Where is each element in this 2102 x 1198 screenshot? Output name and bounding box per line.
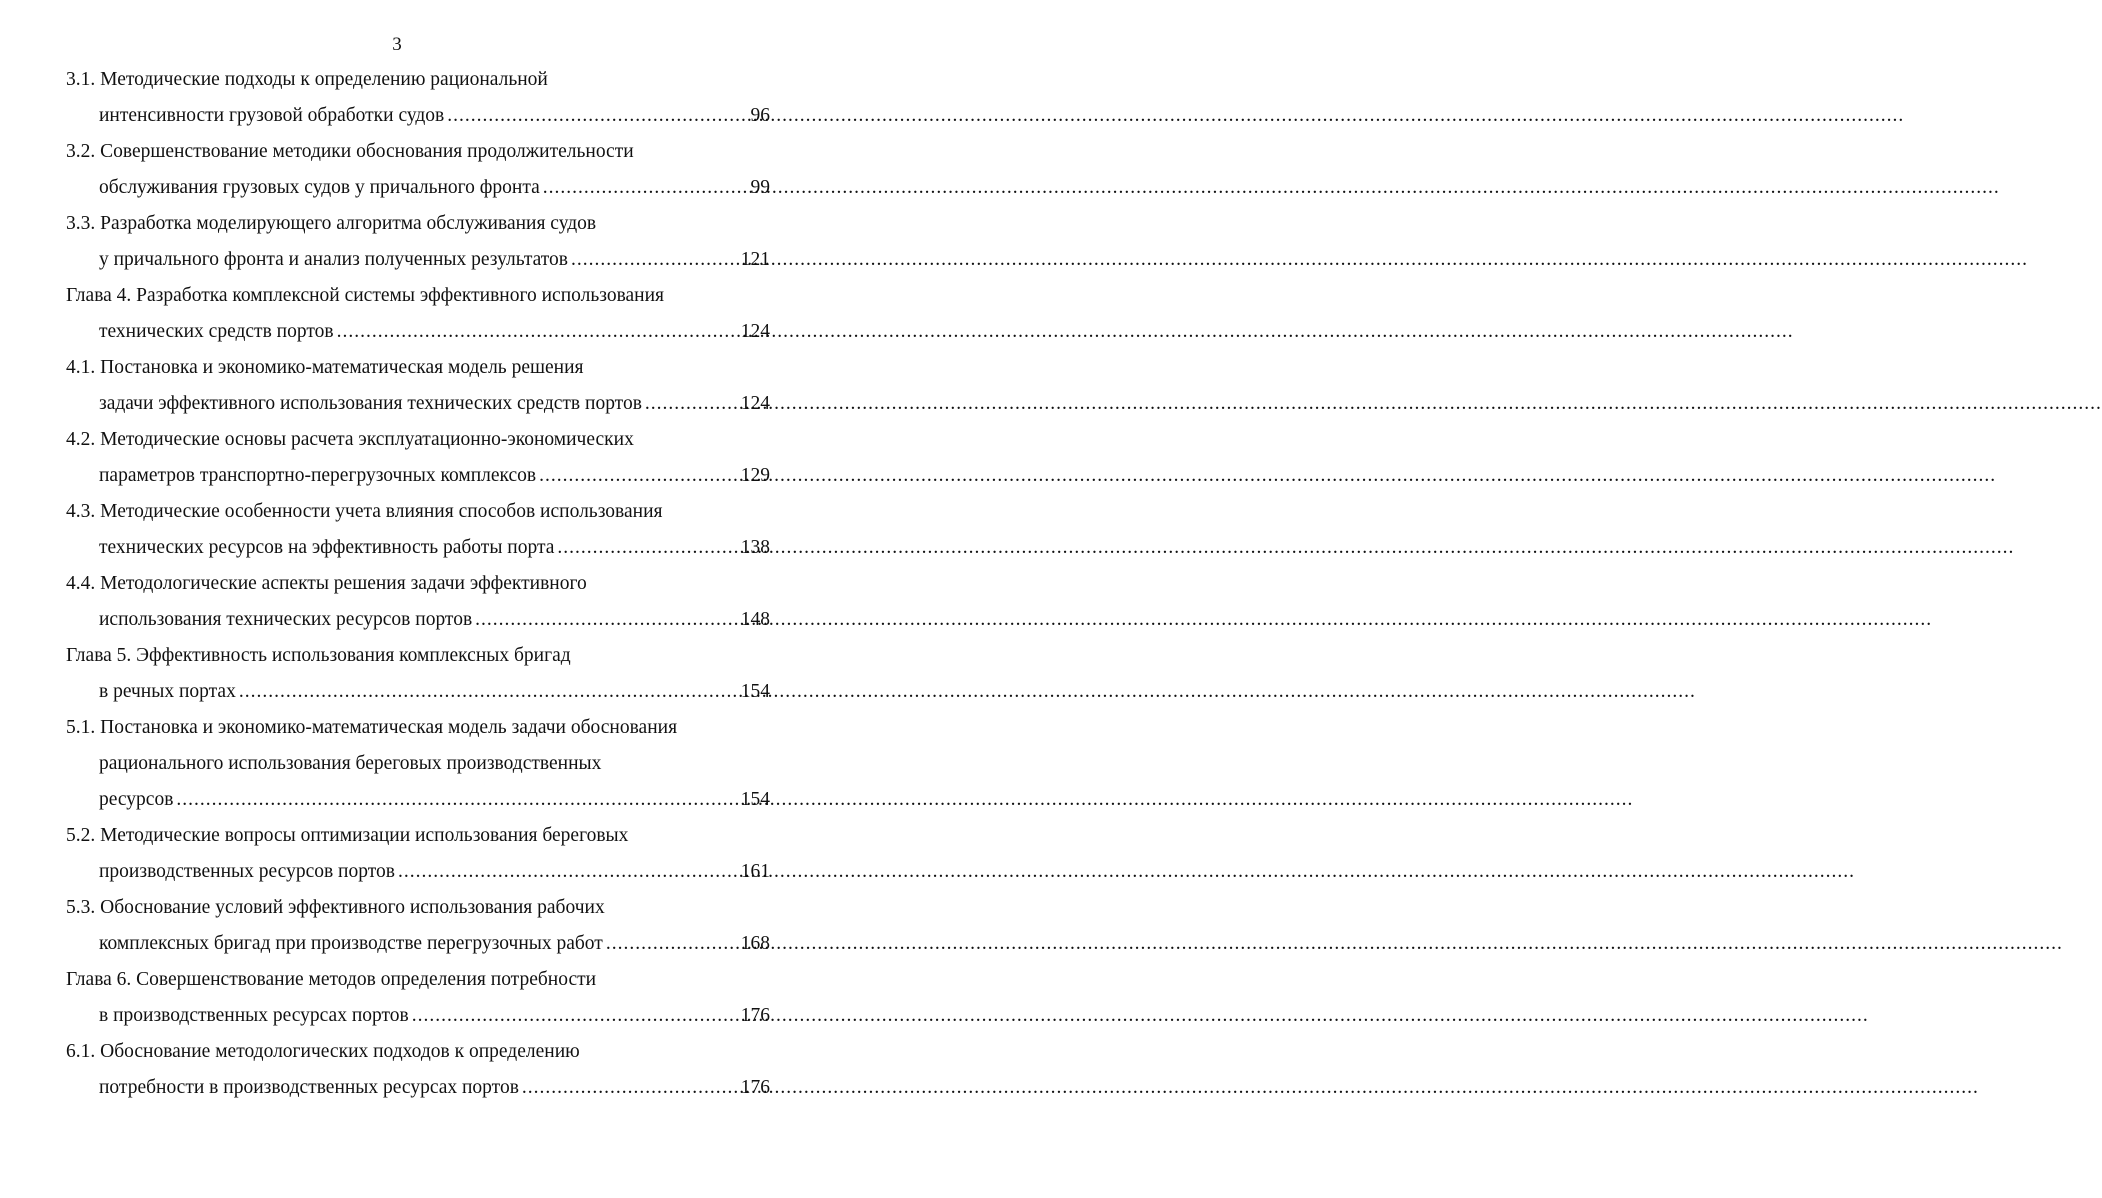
toc-entry-title: 4.3. Методические особенности учета влияния способов использования — [66, 501, 663, 522]
toc-entry-title: 5.1. Постановка и экономико-математическая модель задачи обоснования — [66, 717, 678, 738]
dot-leader — [398, 854, 737, 890]
dot-leader — [412, 998, 737, 1034]
toc-entry-last-line — [66, 602, 770, 638]
toc-entry-last-line — [66, 170, 770, 206]
toc-entry-title-continuation: комплексных бригад при производстве перегрузочных работ — [99, 933, 603, 954]
toc-entry-last-line — [66, 458, 770, 494]
toc-entry-3-2 — [66, 134, 770, 206]
dot-leader — [337, 314, 737, 350]
page-number: 3 — [392, 34, 402, 55]
toc-entry-last-line — [66, 674, 770, 710]
toc-entry-title-continuation: в речных портах — [99, 681, 236, 702]
toc-entry-last-line — [66, 926, 770, 962]
dot-leader — [239, 674, 737, 710]
toc-entry-title: 4.4. Методологические аспекты решения задачи эффективного — [66, 573, 587, 594]
toc-page-number: 168 — [740, 933, 770, 954]
toc-entry-last-line — [66, 782, 770, 818]
toc-entry-5-2 — [66, 818, 770, 890]
dot-leader — [475, 602, 737, 638]
toc-entry-title: 3.2. Совершенствование методики обоснования продолжительности — [66, 141, 634, 162]
dot-leader — [557, 530, 736, 566]
toc-entry-title: 5.3. Обоснование условий эффективного использования рабочих — [66, 897, 605, 918]
toc-entry-4-3 — [66, 494, 770, 566]
toc-entry-last-line — [66, 998, 770, 1034]
toc-entry-5-3 — [66, 890, 770, 962]
toc-entry-title-continuation: задачи эффективного использования технических средств портов — [99, 393, 642, 414]
dot-leader — [447, 98, 746, 134]
toc-entry-4-2 — [66, 422, 770, 494]
toc-page-number: 176 — [740, 1077, 770, 1098]
dot-leader — [176, 782, 736, 818]
toc-entry-5-1 — [66, 710, 770, 818]
toc-entry-last-line — [66, 386, 770, 422]
toc-entry-last-line — [66, 242, 770, 278]
toc-entry-6-1 — [66, 1034, 770, 1106]
table-of-contents — [66, 62, 770, 1106]
dot-leader — [606, 926, 737, 962]
toc-entry-last-line — [66, 854, 770, 890]
toc-entry-last-line — [66, 530, 770, 566]
toc-page-number: 99 — [750, 177, 770, 198]
toc-entry-title-continuation: технических ресурсов на эффективность работы порта — [99, 537, 555, 558]
toc-entry-4-4 — [66, 566, 770, 638]
toc-entry-last-line — [66, 314, 770, 350]
toc-entry-title-continuation: в производственных ресурсах портов — [99, 1005, 409, 1026]
toc-entry-title-continuation: использования технических ресурсов портов — [99, 609, 473, 630]
toc-entry-title: 5.2. Методические вопросы оптимизации использования береговых — [66, 825, 629, 846]
toc-page-number: 96 — [750, 105, 770, 126]
toc-page-number: 124 — [740, 321, 770, 342]
toc-entry-3-3 — [66, 206, 770, 278]
dot-leader — [543, 170, 747, 206]
dot-leader — [645, 386, 737, 422]
toc-page-number: 124 — [740, 393, 770, 414]
dot-leader — [539, 458, 737, 494]
toc-entry-title: Глава 5. Эффективность использования комплексных бригад — [66, 645, 571, 666]
toc-page-number: 161 — [740, 861, 770, 882]
toc-entry-title-continuation: потребности в производственных ресурсах портов — [99, 1077, 519, 1098]
toc-page-number: 148 — [740, 609, 770, 630]
toc-page-number: 138 — [740, 537, 770, 558]
toc-entry-title: 6.1. Обоснование методологических подходов к определению — [66, 1041, 580, 1062]
toc-page-number: 154 — [740, 681, 770, 702]
toc-page-number: 176 — [740, 1005, 770, 1026]
toc-entry-title-continuation: производственных ресурсов портов — [99, 861, 395, 882]
toc-entry-title-continuation: интенсивности грузовой обработки судов — [99, 105, 445, 126]
toc-entry-last-line — [66, 1070, 770, 1106]
toc-entry-title: 3.3. Разработка моделирующего алгоритма обслуживания судов — [66, 213, 597, 234]
toc-entry-title-continuation: ресурсов — [99, 789, 174, 810]
toc-entry-title: 3.1. Методические подходы к определению рациональной — [66, 69, 548, 90]
toc-entry-last-line — [66, 98, 770, 134]
toc-page-number: 121 — [740, 249, 770, 270]
toc-entry-4-1 — [66, 350, 770, 422]
toc-entry-chapter-4 — [66, 278, 770, 350]
dot-leader — [522, 1070, 737, 1106]
toc-entry-title-middle: рационального использования береговых производственных — [99, 753, 602, 774]
toc-page-number: 129 — [740, 465, 770, 486]
toc-entry-3-1 — [66, 62, 770, 134]
toc-entry-title: Глава 4. Разработка комплексной системы эффективного использования — [66, 285, 665, 306]
toc-entry-title-continuation: у причального фронта и анализ полученных результатов — [99, 249, 568, 270]
toc-entry-title-continuation: обслуживания грузовых судов у причального фронта — [99, 177, 540, 198]
toc-entry-title: Глава 6. Совершенствование методов определения потребности — [66, 969, 597, 990]
toc-page-number: 154 — [740, 789, 770, 810]
toc-entry-title-continuation: параметров транспортно-перегрузочных комплексов — [99, 465, 537, 486]
toc-entry-chapter-5 — [66, 638, 770, 710]
toc-entry-chapter-6 — [66, 962, 770, 1034]
toc-entry-title-continuation: технических средств портов — [99, 321, 334, 342]
dot-leader — [571, 242, 737, 278]
toc-entry-title: 4.2. Методические основы расчета эксплуатационно-экономических — [66, 429, 634, 450]
toc-entry-title: 4.1. Постановка и экономико-математическая модель решения — [66, 357, 584, 378]
